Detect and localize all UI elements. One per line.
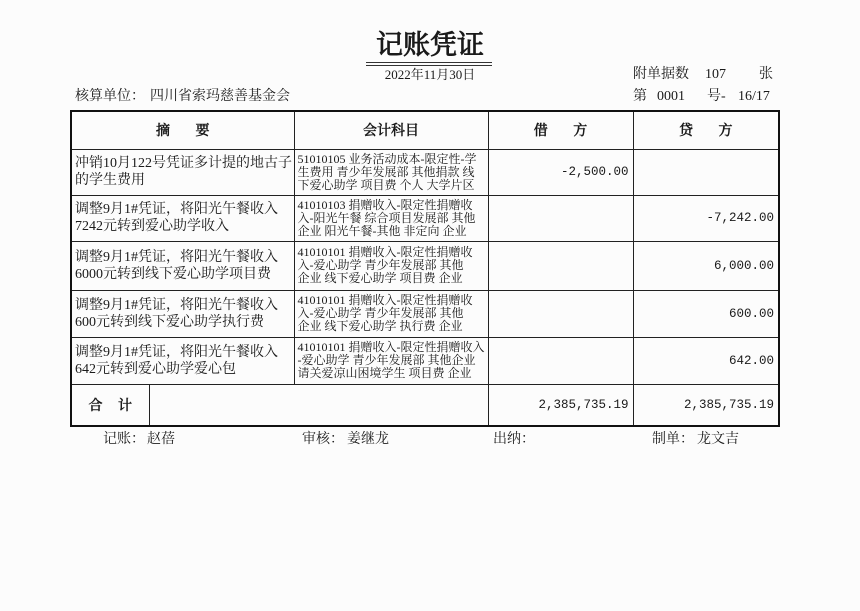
- attachments-count: 107: [705, 67, 726, 82]
- voucher-table: [70, 110, 780, 427]
- reviewer-name: 姜继龙: [347, 432, 389, 447]
- voucher-page-count: 16/17: [738, 89, 770, 104]
- accounting-unit-name: 四川省索玛慈善基金会: [150, 89, 290, 104]
- credit-amount: 642.00: [728, 353, 774, 368]
- account-cell: [294, 337, 488, 384]
- summary-line: 7242元转到爱心助学收入: [75, 219, 229, 234]
- credit-amount: -7,242.00: [706, 211, 774, 225]
- preparer-label: 制单：: [652, 432, 694, 447]
- total-credit: 2,385,735.19: [683, 397, 774, 412]
- summary-line: 冲销10月122号凭证多计提的地古子: [75, 156, 292, 171]
- credit-cell: [633, 290, 779, 337]
- debit-cell: [488, 241, 633, 290]
- summary-line: 642元转到爱心助学爱心包: [75, 361, 236, 377]
- account-line: 生费用 青少年发展部 其他捐款 线: [297, 164, 475, 179]
- table-row: [71, 195, 779, 241]
- bookkeeper-name: 赵蓓: [147, 432, 175, 447]
- total-debit-cell: [488, 384, 633, 426]
- debit-cell: [488, 195, 633, 241]
- debit-cell: [488, 337, 633, 384]
- credit-cell: [633, 337, 779, 384]
- total-debit: 2,385,735.19: [538, 397, 629, 412]
- summary-line: 调整9月1#凭证，将阳光午餐收入: [75, 202, 278, 217]
- account-line: 41010101 捐赠收入-限定性捐赠收: [297, 245, 473, 259]
- account-line: 下爱心助学 项目费 个人 大学片区: [297, 177, 475, 192]
- table-row: [71, 337, 779, 384]
- account-line: 企业 线下爱心助学 项目费 企业: [297, 271, 463, 285]
- account-line: 企业 线下爱心助学 执行费 企业: [297, 319, 463, 333]
- accounting-unit-label: 核算单位：: [75, 89, 145, 104]
- account-line: 41010103 捐赠收入-限定性捐赠收: [297, 197, 473, 212]
- credit-cell: [633, 149, 779, 195]
- voucher-number-prefix: 第: [633, 89, 647, 104]
- summary-line: 调整9月1#凭证，将阳光午餐收入: [75, 297, 278, 313]
- credit-amount: 6,000.00: [713, 258, 774, 273]
- total-row: [71, 384, 779, 426]
- account-line: 51010105 业务活动成本-限定性-学: [297, 151, 477, 166]
- title-underline: [366, 62, 492, 66]
- summary-cell: [71, 195, 294, 241]
- account-line: -爱心助学 青少年发展部 其他企业: [297, 353, 476, 367]
- summary-line: 600元转到线下爱心助学执行费: [75, 314, 264, 330]
- table-row: [71, 241, 779, 290]
- cashier-label: 出纳：: [493, 432, 535, 447]
- table-header-row: [71, 111, 779, 149]
- credit-amount: 600.00: [728, 306, 774, 321]
- attachments-unit: 张: [759, 67, 773, 82]
- summary-cell: [71, 290, 294, 337]
- summary-cell: [71, 337, 294, 384]
- header-debit: 借 方: [488, 111, 633, 149]
- voucher-title: 记账凭证: [376, 30, 484, 60]
- preparer-name: 龙文吉: [697, 432, 739, 447]
- account-line: 请关爱凉山困境学生 项目费 企业: [297, 366, 472, 380]
- summary-line: 的学生费用: [75, 173, 145, 188]
- table-row: [71, 149, 779, 195]
- credit-cell: [633, 241, 779, 290]
- account-cell: [294, 195, 488, 241]
- debit-cell: [488, 149, 633, 195]
- account-cell: [294, 290, 488, 337]
- voucher-number: 0001: [657, 89, 685, 104]
- account-cell: [294, 149, 488, 195]
- summary-line: 调整9月1#凭证，将阳光午餐收入: [75, 344, 278, 360]
- voucher-date: 2022年11月30日: [384, 67, 476, 82]
- credit-cell: [633, 195, 779, 241]
- debit-amount: -2,500.00: [560, 165, 629, 179]
- account-line: 入-爱心助学 青少年发展部 其他: [297, 306, 464, 320]
- total-label: 合 计: [71, 384, 149, 426]
- account-cell: [294, 241, 488, 290]
- header-account: 会计科目: [294, 111, 488, 149]
- attachments-label: 附单据数: [633, 67, 689, 82]
- summary-line: 调整9月1#凭证，将阳光午餐收入: [75, 249, 278, 265]
- total-credit-cell: [633, 384, 779, 426]
- table-row: [71, 290, 779, 337]
- account-line: 41010101 捐赠收入-限定性捐赠收: [297, 293, 473, 307]
- voucher-number-suffix: 号-: [707, 89, 726, 104]
- bookkeeper-label: 记账：: [103, 432, 145, 447]
- total-blank-cell: [149, 384, 488, 426]
- summary-line: 6000元转到线下爱心助学项目费: [75, 266, 271, 282]
- account-line: 企业 阳光午餐-其他 非定向 企业: [297, 223, 467, 238]
- header-summary: 摘 要: [71, 111, 294, 149]
- header-credit: 贷 方: [633, 111, 779, 149]
- summary-cell: [71, 241, 294, 290]
- account-line: 入-阳光午餐 综合项目发展部 其他: [297, 210, 476, 225]
- reviewer-label: 审核：: [302, 432, 344, 447]
- account-line: 41010101 捐赠收入-限定性捐赠收入: [297, 340, 485, 354]
- summary-cell: [71, 149, 294, 195]
- account-line: 入-爱心助学 青少年发展部 其他: [297, 258, 464, 272]
- debit-cell: [488, 290, 633, 337]
